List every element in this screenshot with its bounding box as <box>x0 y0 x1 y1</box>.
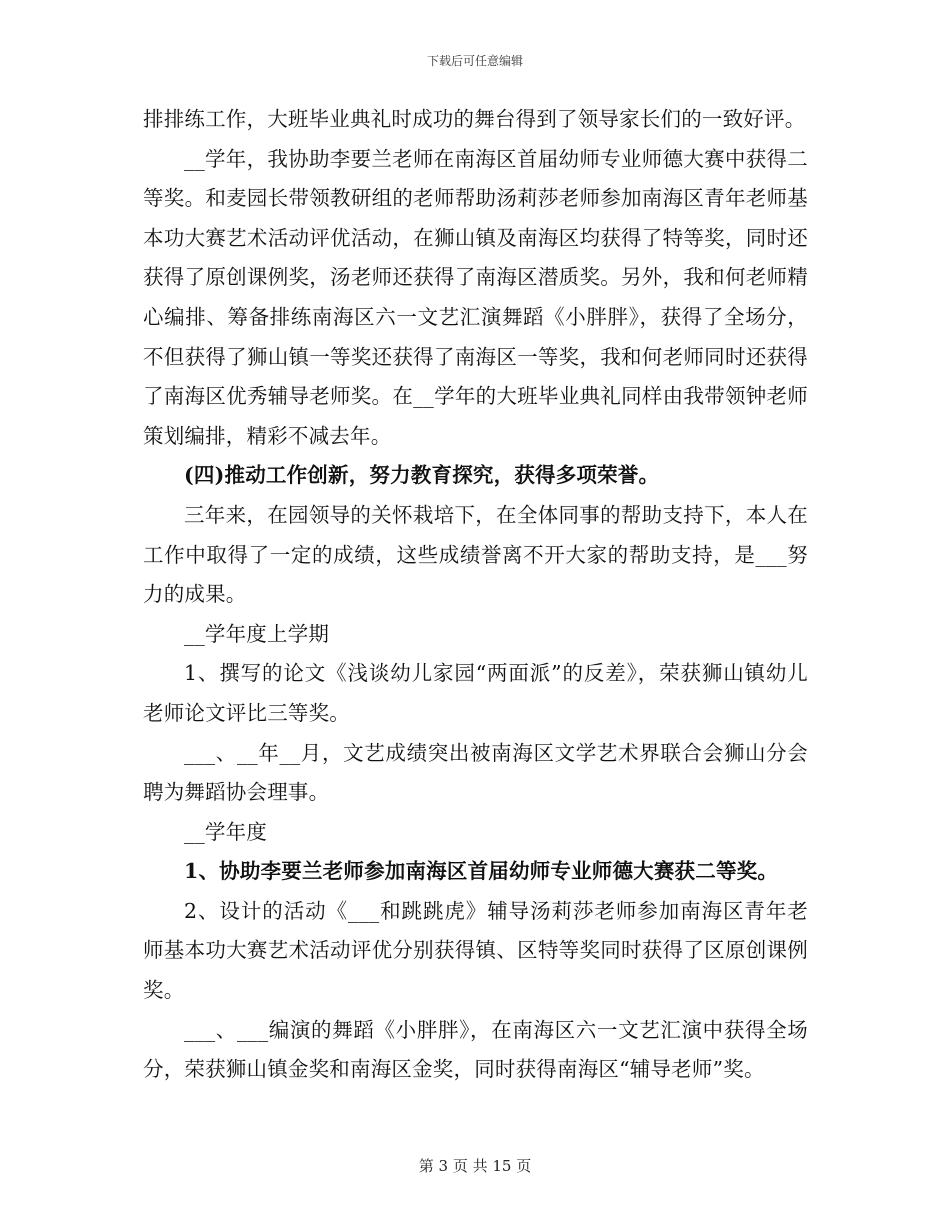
list-item-4: 2、设计的活动《___和跳跳虎》辅导汤莉莎老师参加南海区青年老师基本功大赛艺术活动评优分别获得镇、区特等奖同时获得了区原创课例奖。 <box>143 898 808 1003</box>
paragraph-2: __学年，我协助李要兰老师在南海区首届幼师专业师德大赛中获得二等奖。和麦园长带领教研组的老师帮助汤莉莎老师参加南海区青年老师基本功大赛艺术活动评优活动，在狮山镇及南海区均获得了特等奖，同时还获得了原创课例奖，汤老师还获得了南海区潜质奖。另外，我和何老师精心编排、筹备排练南海区六一文艺汇演舞蹈《小胖胖》，获得了全场分，不但获得了狮山镇一等奖还获得了南海区一等奖，我和何老师同时还获得了南海区优秀辅导老师奖。在__学年的大班毕业典礼同样由我带领钟老师策划编排，精彩不减去年。 <box>143 146 808 448</box>
list-item-5: ___、___编演的舞蹈《小胖胖》，在南海区六一文艺汇演中获得全场分，荣获狮山镇金奖和南海区金奖，同时获得南海区“辅导老师”奖。 <box>143 1017 808 1082</box>
list-item-3: 1、协助李要兰老师参加南海区首届幼师专业师德大赛获二等奖。 <box>184 859 779 884</box>
section-heading-4: (四)推动工作创新，努力教育探究，获得多项荣誉。 <box>184 463 660 488</box>
list-item-1: 1、撰写的论文《浅谈幼儿家园“两面派”的反差》，荣获狮山镇幼儿老师论文评比三等奖。 <box>143 661 808 725</box>
document-body <box>143 100 808 1090</box>
list-item-2: ___、__年__月，文艺成绩突出被南海区文学艺术界联合会狮山分会聘为舞蹈协会理事。 <box>143 740 808 805</box>
page-number: 第 3 页 共 15 页 <box>418 1157 532 1175</box>
term-heading-1: __学年度上学期 <box>184 621 330 646</box>
term-heading-2: __学年度 <box>184 819 267 844</box>
paragraph-3: 三年来，在园领导的关怀栽培下，在全体同事的帮助支持下，本人在工作中取得了一定的成绩，这些成绩誉离不开大家的帮助支持，是___努力的成果。 <box>143 502 808 607</box>
paragraph-1: 排排练工作，大班毕业典礼时成功的舞台得到了领导家长们的一致好评。 <box>143 107 806 131</box>
page-header-note: 下载后可任意编辑 <box>426 54 523 68</box>
